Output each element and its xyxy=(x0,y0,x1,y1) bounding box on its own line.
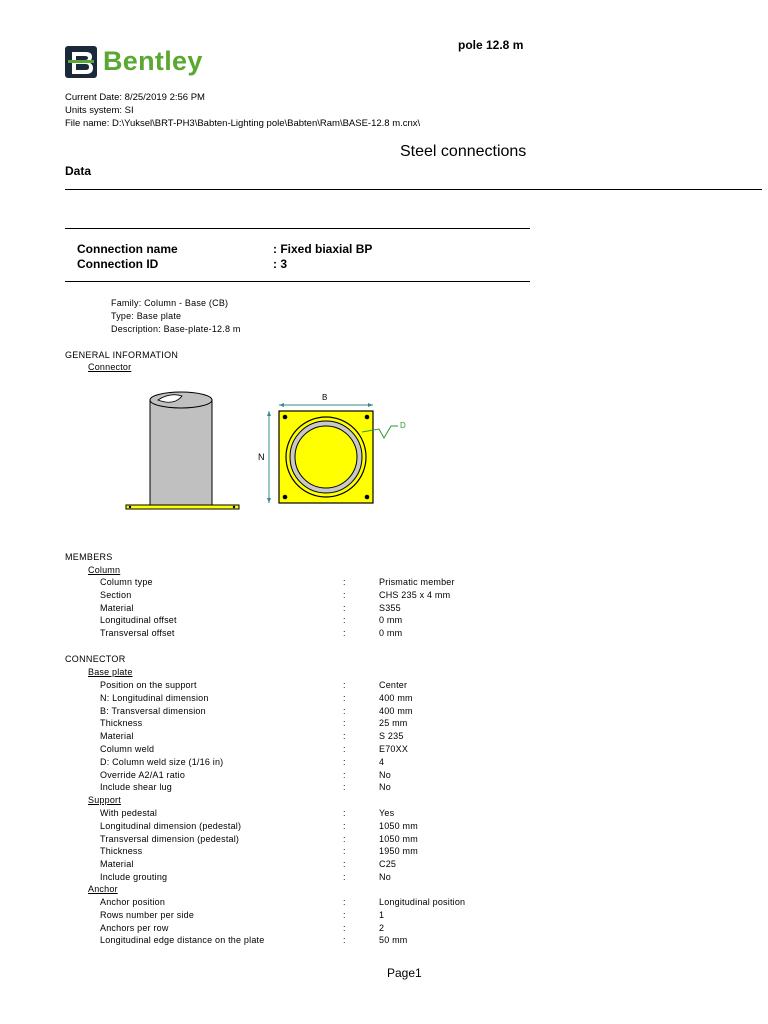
row-label: With pedestal xyxy=(100,808,158,818)
row-value: Yes xyxy=(379,808,395,818)
row-separator: : xyxy=(343,731,346,742)
row-value: No xyxy=(379,872,391,882)
general-information-heading: GENERAL INFORMATION xyxy=(65,350,179,360)
row-value: 1050 mm xyxy=(379,833,418,844)
row-label: Override A2/A1 ratio xyxy=(100,769,186,780)
row-label: Longitudinal edge distance on the plate xyxy=(100,935,265,946)
row-separator: : xyxy=(343,577,346,587)
row-separator: : xyxy=(343,602,346,613)
anchor-subheading: Anchor xyxy=(88,884,118,894)
row-label: Longitudinal dimension (pedestal) xyxy=(100,820,242,831)
base-plate-subheading: Base plate xyxy=(88,667,133,677)
row-value: 0 mm xyxy=(379,615,403,626)
dimension-b-label: B xyxy=(322,393,328,402)
page-title: Steel connections xyxy=(400,143,527,160)
row-value: 2 xyxy=(379,922,385,933)
column-subheading: Column xyxy=(88,565,121,575)
row-label: Include shear lug xyxy=(100,782,172,793)
row-separator: : xyxy=(343,769,346,780)
row-value: S 235 xyxy=(379,731,404,742)
row-separator: : xyxy=(343,628,346,639)
row-label: Position on the support xyxy=(100,680,197,690)
row-separator: : xyxy=(343,935,346,946)
column-elevation-drawing xyxy=(120,388,245,513)
row-value: No xyxy=(379,769,391,780)
row-label: Transversal dimension (pedestal) xyxy=(100,833,240,844)
connector-heading: CONNECTOR xyxy=(65,654,126,664)
row-value: 1050 mm xyxy=(379,820,418,831)
row-label: Column weld xyxy=(100,744,155,754)
row-label: Longitudinal offset xyxy=(100,615,177,626)
family-text: Family: Column - Base (CB) xyxy=(111,298,229,308)
data-heading: Data xyxy=(65,164,92,178)
row-label: Section xyxy=(100,589,132,600)
row-separator: : xyxy=(343,820,346,831)
row-value: E70XX xyxy=(379,744,409,754)
row-label: D: Column weld size (1/16 in) xyxy=(100,756,224,767)
row-value: Center xyxy=(379,680,408,690)
row-label: Anchors per row xyxy=(100,922,169,933)
row-value: 4 xyxy=(379,756,385,767)
row-separator: : xyxy=(343,808,346,818)
row-separator: : xyxy=(343,692,346,703)
row-label: Material xyxy=(100,731,134,742)
row-separator: : xyxy=(343,897,346,907)
base-plate-plan-drawing xyxy=(255,390,415,510)
connection-id-value: : 3 xyxy=(273,257,288,271)
connector-subheading: Connector xyxy=(88,362,132,372)
members-heading: MEMBERS xyxy=(65,552,113,562)
connection-name-value: : Fixed biaxial BP xyxy=(273,242,373,256)
row-label: Material xyxy=(100,602,134,613)
page-number: Page1 xyxy=(387,966,422,980)
row-value: S355 xyxy=(379,602,401,613)
row-separator: : xyxy=(343,680,346,690)
row-label: Material xyxy=(100,859,134,870)
divider xyxy=(65,281,530,282)
units-system: Units system: SI xyxy=(65,105,134,116)
type-text: Type: Base plate xyxy=(111,311,182,321)
row-separator: : xyxy=(343,756,346,767)
row-separator: : xyxy=(343,909,346,920)
row-label: Column type xyxy=(100,577,153,587)
weld-size-label: D xyxy=(400,421,406,430)
dimension-n-label: N xyxy=(258,452,265,462)
row-separator: : xyxy=(343,872,346,882)
row-separator: : xyxy=(343,615,346,626)
row-separator: : xyxy=(343,859,346,870)
row-label: N: Longitudinal dimension xyxy=(100,692,209,703)
row-value: CHS 235 x 4 mm xyxy=(379,589,451,600)
row-value: No xyxy=(379,782,391,793)
row-label: Thickness xyxy=(100,718,143,729)
row-label: B: Transversal dimension xyxy=(100,705,206,716)
bentley-logo-icon xyxy=(64,44,100,80)
support-subheading: Support xyxy=(88,795,121,805)
row-value: 25 mm xyxy=(379,718,408,729)
file-name: File name: D:\Yuksel\BRT-PH3\Babten-Lighting pole\Babten\Ram\BASE-12.8 m.cnx\ xyxy=(65,118,421,129)
row-separator: : xyxy=(343,589,346,600)
row-label: Include grouting xyxy=(100,872,168,882)
row-label: Transversal offset xyxy=(100,628,175,639)
connection-name-label: Connection name xyxy=(77,242,178,256)
row-label: Rows number per side xyxy=(100,909,195,920)
connection-id-label: Connection ID xyxy=(77,257,159,271)
row-label: Anchor position xyxy=(100,897,166,907)
row-separator: : xyxy=(343,718,346,729)
row-label: Thickness xyxy=(100,846,143,857)
page-label: pole 12.8 m xyxy=(458,38,524,52)
row-value: 400 mm xyxy=(379,692,413,703)
row-separator: : xyxy=(343,782,346,793)
current-date: Current Date: 8/25/2019 2:56 PM xyxy=(65,92,205,103)
row-separator: : xyxy=(343,833,346,844)
row-value: Longitudinal position xyxy=(379,897,466,907)
row-separator: : xyxy=(343,846,346,857)
row-value: 0 mm xyxy=(379,628,403,639)
row-separator: : xyxy=(343,705,346,716)
row-value: 50 mm xyxy=(379,935,408,946)
divider xyxy=(65,189,762,190)
row-separator: : xyxy=(343,922,346,933)
description-text: Description: Base-plate-12.8 m xyxy=(111,324,241,334)
row-separator: : xyxy=(343,744,346,754)
row-value: Prismatic member xyxy=(379,577,455,587)
row-value: 1950 mm xyxy=(379,846,418,857)
brand-name: Bentley xyxy=(103,46,203,76)
row-value: C25 xyxy=(379,859,397,870)
row-value: 400 mm xyxy=(379,705,413,716)
divider xyxy=(65,228,530,229)
row-value: 1 xyxy=(379,909,385,920)
